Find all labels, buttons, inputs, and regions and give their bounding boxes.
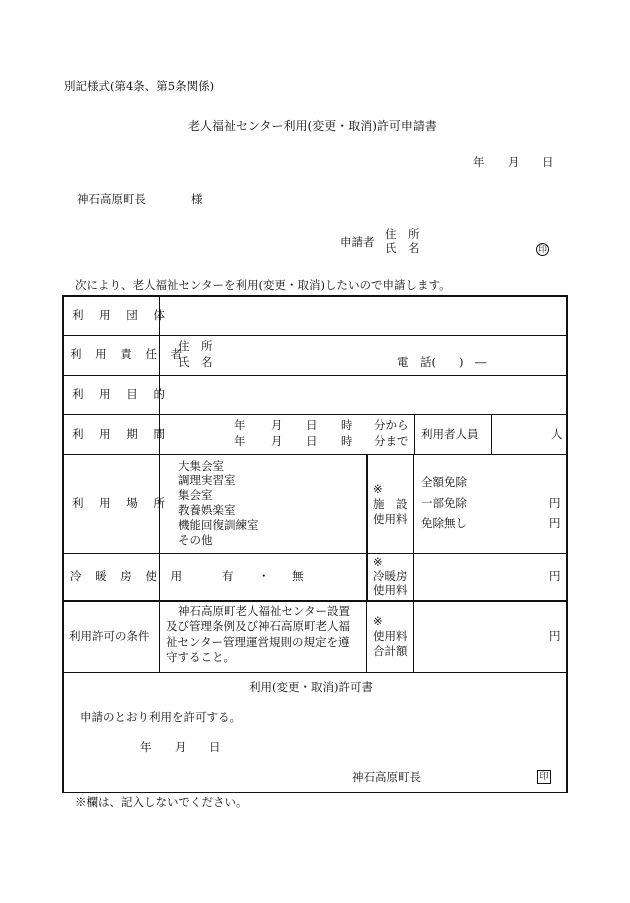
date-day-label: 日	[542, 155, 554, 169]
ac-separator: ・	[258, 569, 270, 583]
date-year-label: 年	[473, 155, 485, 169]
org-label: 利 用 団 体	[72, 308, 171, 322]
room-item: 大集会室	[178, 459, 224, 473]
applicant-address-label: 住 所	[385, 227, 420, 241]
room-item: 集会室	[178, 488, 213, 502]
permit-date-year: 年	[140, 740, 152, 754]
room-item: 教養娯楽室	[178, 503, 236, 517]
applicant-name-label: 氏 名	[385, 241, 420, 255]
total-fee-label-2: 合計額	[373, 644, 408, 658]
honorific: 様	[191, 192, 203, 206]
total-fee-unit: 円	[549, 629, 561, 643]
exemption-none-unit: 円	[549, 516, 561, 530]
ac-fee-mark: ※	[373, 555, 383, 569]
permit-date-month: 月	[175, 740, 187, 754]
exemption-full: 全額免除	[421, 475, 467, 489]
applicant-label: 申請者	[340, 235, 375, 249]
intro-text: 次により、老人福祉センターを利用(変更・取消)したいので申請します。	[75, 278, 451, 292]
form-reference: 別記様式(第4条、第5条関係)	[64, 79, 215, 93]
total-fee-label: 使用料	[373, 629, 408, 643]
permit-title: 利用(変更・取消)許可書	[249, 680, 373, 694]
users-label: 利用者人員	[421, 427, 479, 441]
permit-seal-mark: 印	[537, 770, 551, 784]
conditions-label: 利用許可の条件	[69, 629, 150, 643]
ac-no: 無	[292, 569, 304, 583]
document-page: 別記様式(第4条、第5条関係) 老人福祉センター利用(変更・取消)許可申請書 年 月 日 神石高原町長 様 申請者 住 所 氏 名 印 次により、老人福祉センターを利用(変更・取消)したいので申請します。 利 用 団 体 利 用 責 任 者 住 所 氏 名 電 話( ) ― 利 用 目 的 利 用 期 間 年 月 日 時 分から 年 月 日 時 分まで 利用者人員 人 利 用 場 所 大集会室 調理実習室 集会室 教養娯楽室 機能回復訓練室 その他 ※ 施 設 使用料 全額免除 一部免除 円 免除無し 円 冷 暖 房 使 用 有 ・ 無 ※ 冷暖房 使用料 円 利用許可の条件 神石高原町老人福祉センター設置 及び管理条例及び神石高原町老人福 祉センター管理運営規則の規定を遵 守すること。 ※ 使用料 合計額 円 利用(変更・取消)許可書 申請のとおり利用を許可する。 年 月 日 神石高原町長 印 ※欄は、記入しないでください。	[0, 0, 630, 903]
ac-label: 冷 暖 房 使 用	[70, 569, 188, 583]
room-item: その他	[178, 533, 213, 547]
period-label: 利 用 期 間	[72, 427, 171, 441]
total-fee-mark: ※	[373, 614, 383, 628]
permit-text: 申請のとおり利用を許可する。	[80, 710, 241, 724]
date-month-label: 月	[508, 155, 520, 169]
facility-fee-mark: ※	[373, 482, 383, 496]
exemption-partial: 一部免除	[421, 496, 467, 510]
permit-date-day: 日	[209, 740, 221, 754]
document-title: 老人福祉センター利用(変更・取消)許可申請書	[188, 119, 437, 133]
person-address-label: 住 所	[178, 339, 213, 353]
room-item: 調理実習室	[178, 473, 236, 487]
place-label: 利 用 場 所	[72, 496, 171, 510]
ac-yes: 有	[222, 569, 234, 583]
facility-fee-label: 施 設	[373, 497, 408, 511]
exemption-partial-unit: 円	[549, 496, 561, 510]
footer-note: ※欄は、記入しないでください。	[75, 795, 248, 809]
ac-fee-unit: 円	[549, 569, 561, 583]
addressee: 神石高原町長	[77, 192, 146, 206]
purpose-label: 利 用 目 的	[72, 387, 171, 401]
users-unit: 人	[551, 427, 563, 441]
applicant-seal-mark: 印	[537, 245, 547, 255]
room-item: 機能回復訓練室	[178, 518, 259, 532]
person-name-label: 氏 名	[178, 355, 213, 369]
phone-label: 電 話( ) ―	[397, 355, 487, 369]
exemption-none: 免除無し	[421, 516, 467, 530]
ac-fee-label: 冷暖房	[373, 569, 408, 583]
person-label: 利 用 責 任 者	[70, 347, 188, 361]
facility-fee-label-2: 使用料	[373, 512, 408, 526]
ac-fee-label-2: 使用料	[373, 583, 408, 597]
permit-issuer: 神石高原町長	[352, 770, 421, 784]
